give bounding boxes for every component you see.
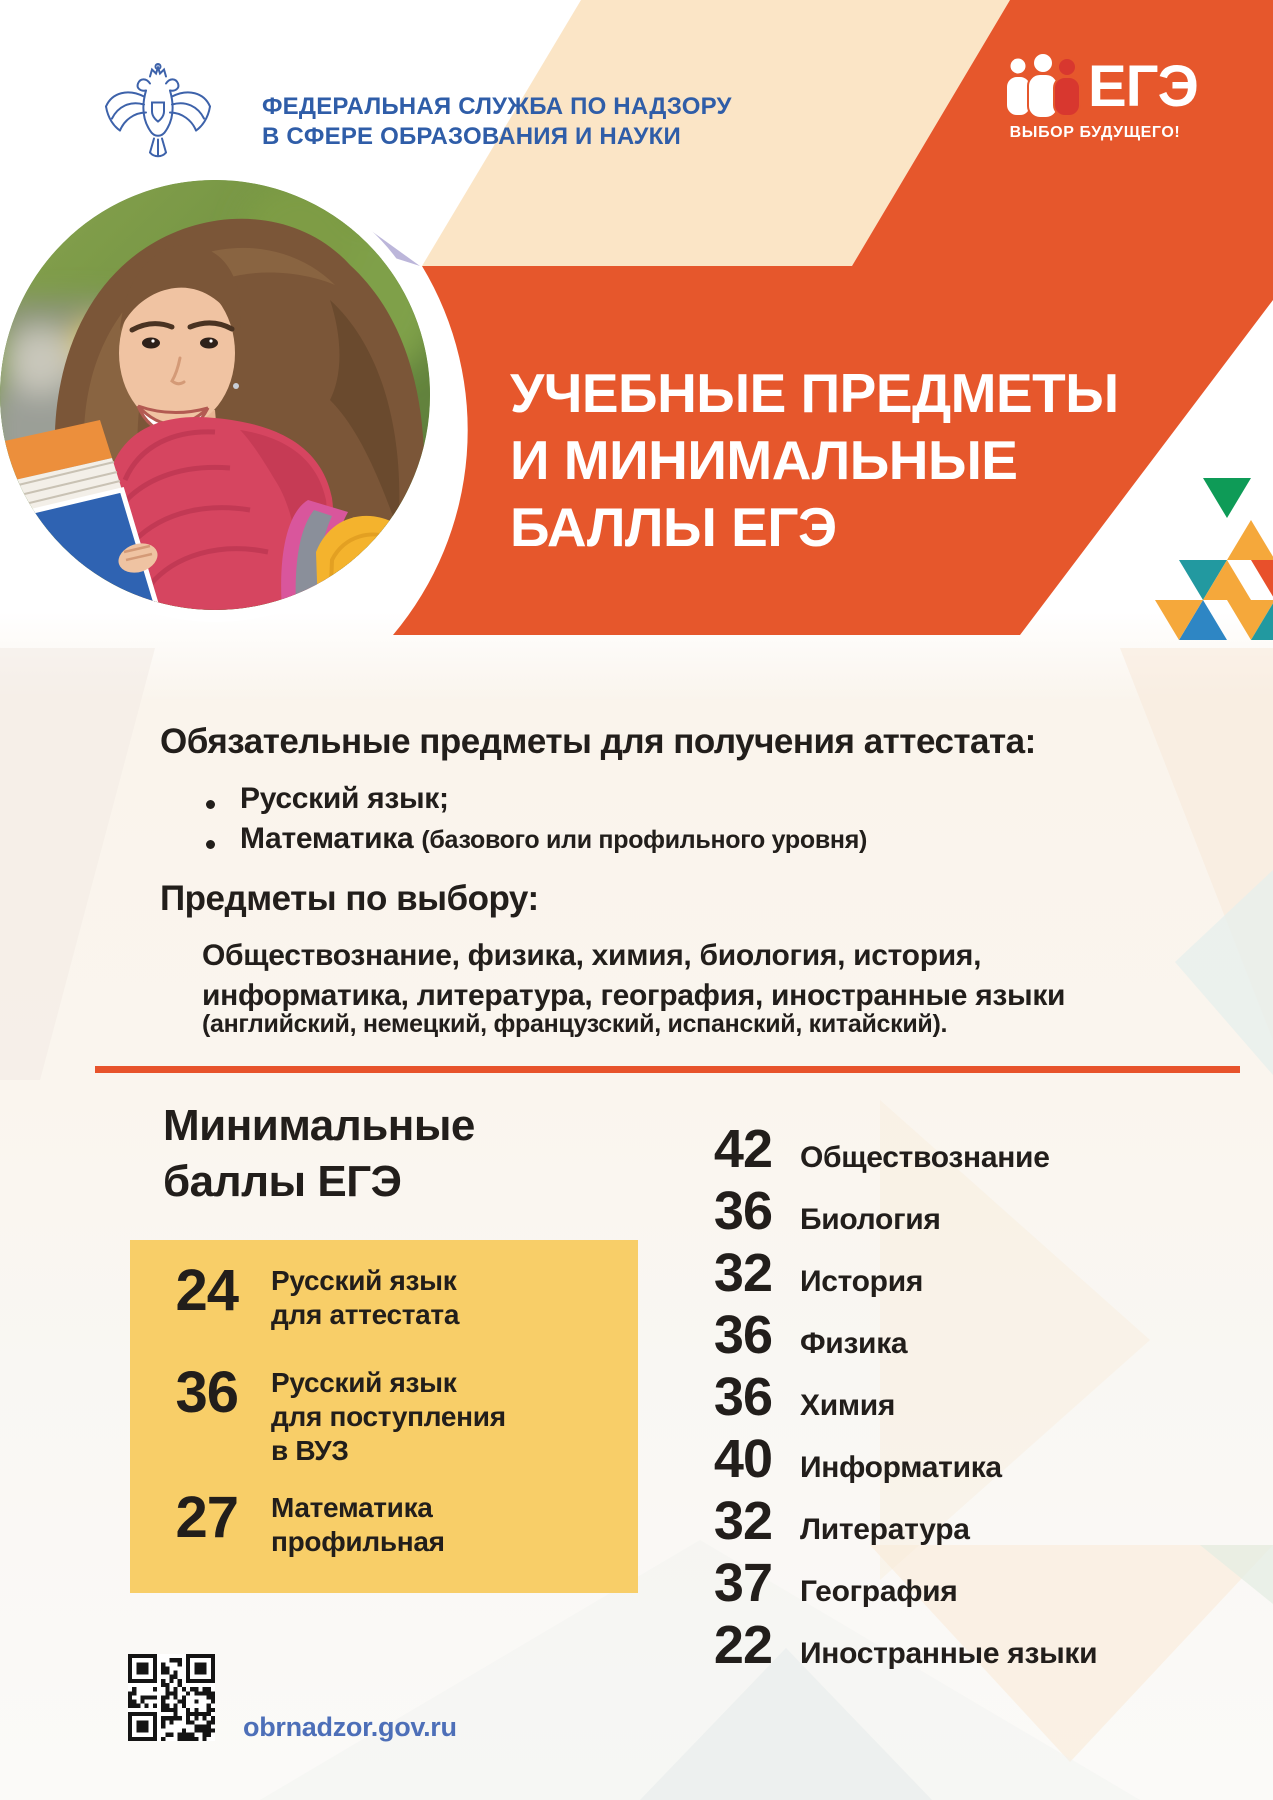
subject-label: Информатика	[800, 1451, 1002, 1484]
poster-title-line2: И МИНИМАЛЬНЫЕ	[510, 429, 1018, 491]
rosobrnadzor-eagle-icon	[98, 58, 218, 168]
subject-score: 42	[713, 1119, 772, 1179]
subject-score: 36	[713, 1305, 772, 1365]
bullet-dot-2	[206, 840, 215, 849]
optional-line2: информатика, литература, география, иностранные языки	[202, 979, 1066, 1012]
subject-score: 22	[713, 1615, 772, 1675]
highlight-score: 27	[175, 1485, 238, 1550]
subject-label: Иностранные языки	[800, 1637, 1098, 1670]
subject-label: История	[800, 1265, 924, 1298]
optional-line3: (английский, немецкий, французский, испанский, китайский).	[202, 1010, 948, 1038]
triangle-mosaic	[1155, 478, 1273, 640]
ege-people-icon	[1004, 54, 1084, 120]
subject-row	[640, 1366, 895, 1428]
subject-label: Обществознание	[800, 1141, 1050, 1174]
subject-score: 37	[713, 1553, 772, 1613]
section-divider	[95, 1066, 1240, 1073]
optional-heading: Предметы по выбору:	[160, 879, 539, 918]
subject-label: Биология	[800, 1203, 941, 1236]
subject-score: 36	[713, 1181, 772, 1241]
subject-score: 32	[713, 1491, 772, 1551]
highlight-label: Русский язык для поступления в ВУЗ	[271, 1367, 506, 1466]
poster-title-line3: БАЛЛЫ ЕГЭ	[510, 496, 837, 558]
min-scores-heading-line1: Минимальные	[163, 1101, 475, 1150]
subject-label: Химия	[800, 1389, 896, 1422]
mandatory-heading: Обязательные предметы для получения аттестата:	[160, 722, 1036, 761]
poster-title-line1: УЧЕБНЫЕ ПРЕДМЕТЫ	[510, 362, 1119, 424]
website-link[interactable]: obrnadzor.gov.ru	[243, 1712, 457, 1742]
subject-score: 32	[713, 1243, 772, 1303]
agency-name-line2: В СФЕРЕ ОБРАЗОВАНИЯ И НАУКИ	[262, 123, 681, 150]
subject-label: Физика	[800, 1327, 908, 1360]
subject-row	[640, 1118, 1050, 1180]
mandatory-item-1: Русский язык;	[240, 782, 449, 815]
mandatory-item-2-note: (базового или профильного уровня)	[421, 826, 868, 854]
mandatory-item-2-main: Математика	[240, 822, 414, 855]
agency-name-line1: ФЕДЕРАЛЬНАЯ СЛУЖБА ПО НАДЗОРУ	[262, 93, 732, 120]
ege-tagline: ВЫБОР БУДУЩЕГО!	[1009, 124, 1181, 141]
highlight-label: Математика профильная	[271, 1492, 445, 1557]
subject-row	[640, 1490, 970, 1552]
ege-logo-text: ЕГЭ	[1088, 54, 1198, 119]
highlight-score: 36	[175, 1360, 238, 1425]
bullet-dot-1	[206, 800, 215, 809]
min-scores-heading-line2: баллы ЕГЭ	[163, 1157, 402, 1206]
subject-row	[640, 1428, 1002, 1490]
subject-score: 36	[713, 1367, 772, 1427]
subject-row	[640, 1242, 923, 1304]
subject-row	[640, 1180, 941, 1242]
mandatory-item-2	[240, 822, 867, 856]
subject-row	[640, 1614, 1097, 1676]
subject-row	[640, 1304, 907, 1366]
subject-label: Литература	[800, 1513, 970, 1546]
highlight-label: Русский язык для аттестата	[271, 1265, 460, 1330]
subject-label: География	[800, 1575, 958, 1608]
subject-row	[640, 1552, 958, 1614]
optional-line1: Обществознание, физика, химия, биология, история,	[202, 939, 982, 972]
subject-score: 40	[713, 1429, 772, 1489]
qr-code	[128, 1654, 215, 1741]
student-portrait-illustration	[0, 180, 430, 610]
student-photo	[0, 168, 442, 622]
highlight-score: 24	[175, 1258, 238, 1323]
